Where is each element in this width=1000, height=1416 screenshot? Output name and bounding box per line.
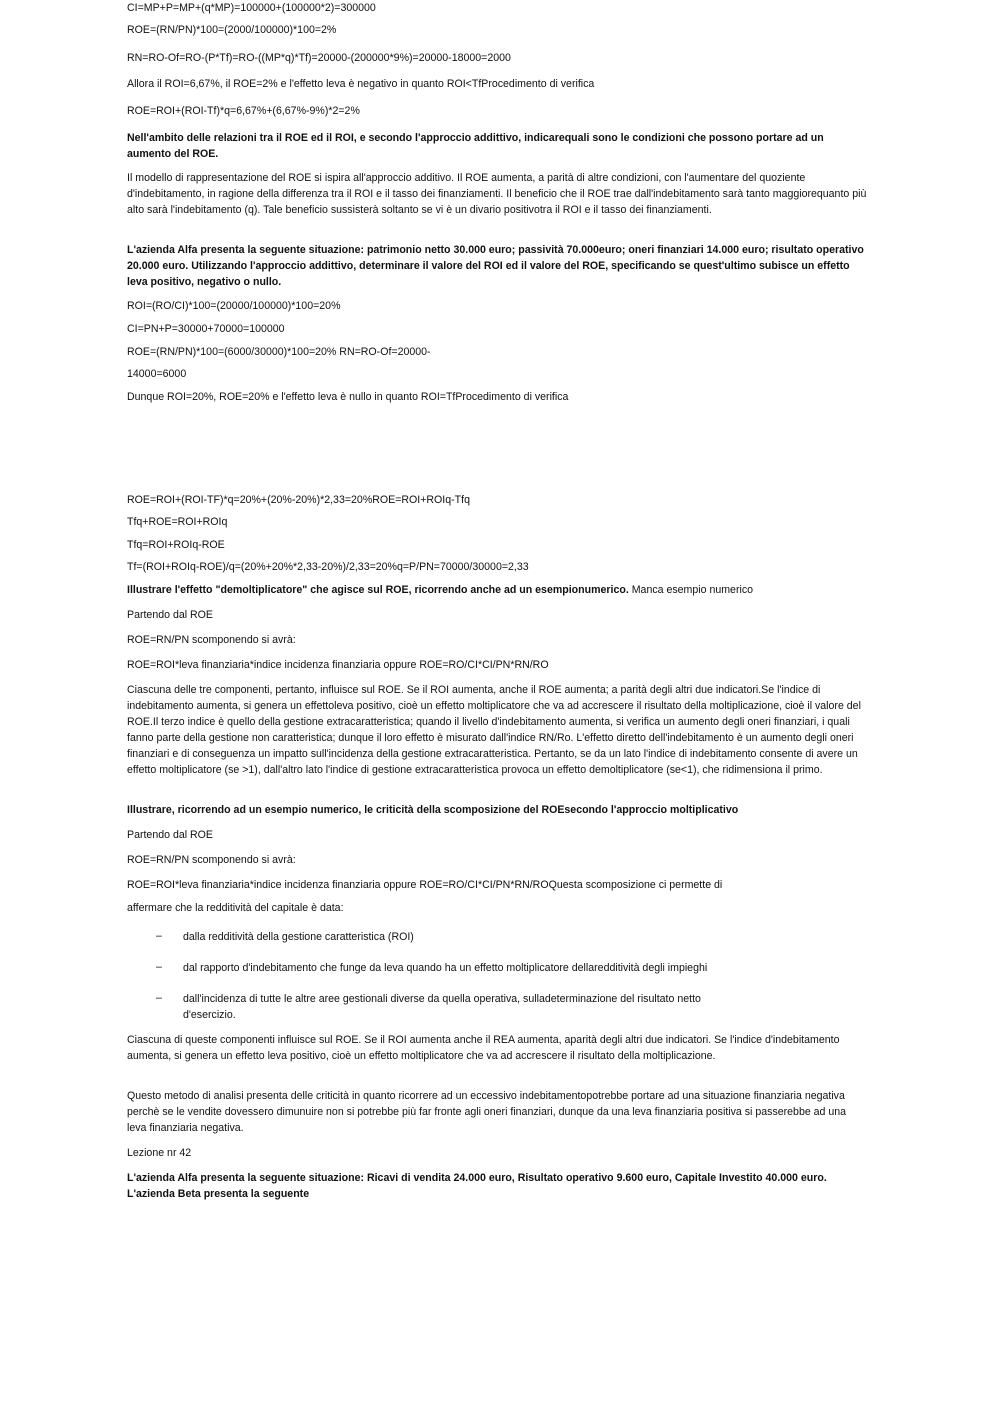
formula-decomposition-2: ROE=ROI*leva finanziaria*indice incidenza finanziaria oppure ROE=RO/CI*CI/PN*RN/ROQuesta scomposizione ci permette di (127, 879, 723, 891)
bullet-dash: – (156, 930, 162, 942)
exercise-heading-2: L'azienda Alfa presenta la seguente situazione: Ricavi di vendita 24.000 euro, Risultato operativo 9.600 euro, Capitale Investito 40.000 euro. L'azienda Beta presenta la seguente (127, 1172, 827, 1200)
formula-rn: RN=RO-Of=RO-(P*Tf)=RO-((MP*q)*Tf)=20000-(200000*9%)=20000-18000=2000 (127, 52, 511, 64)
formula-roi: ROI=(RO/CI)*100=(20000/100000)*100=20% (127, 300, 341, 312)
bullet-dash: – (156, 961, 162, 973)
formula-roe-2: ROE=(RN/PN)*100=(6000/30000)*100=20% RN=RO-Of=20000- (127, 346, 431, 358)
question-text: Illustrare l'effetto "demoltiplicatore" che agisce sul ROE, ricorrendo anche ad un esempionumerico. (127, 584, 629, 596)
formula-line-2: ROE=RN/PN scomponendo si avrà: (127, 854, 296, 866)
formula-tfq: Tfq+ROE=ROI+ROIq (127, 516, 228, 528)
formula-ci: CI=MP+P=MP+(q*MP)=100000+(100000*2)=300000 (127, 2, 376, 14)
formula-tfq-2: Tfq=ROI+ROIq-ROE (127, 539, 225, 551)
bullet-dash: – (156, 992, 162, 1004)
formula-line: ROE=RN/PN scomponendo si avrà: (127, 634, 296, 646)
verification-formula: ROE=ROI+(ROI-Tf)*q=6,67%+(6,67%-9%)*2=2% (127, 105, 360, 117)
answer-paragraph-4: Questo metodo di analisi presenta delle criticità in quanto ricorrere ad un eccessivo indebitamentopotrebbe portare ad una situazione finanziaria negativa perchè se le vendite dovessero dimunuire non si potrebbe più far fronte agli oneri finanziari, dunque da una leva finanziaria positiva si passerebbe ad una leva finanziaria negativa. (127, 1090, 847, 1134)
formula-tf: Tf=(ROI+ROIq-ROE)/q=(20%+20%*2,33-20%)/2,33=20%q=P/PN=70000/30000=2,33 (127, 561, 529, 573)
answer-paragraph-3: Ciascuna di queste componenti influisce sul ROE. Se il ROI aumenta anche il REA aumenta, aparità degli altri due indicatori. Se l'indice d'indebitamento aumenta, si genera un effetto leva positivo, cioè un effetto moltiplicatore che va ad accrescere il risultato della moltiplicazione. (127, 1034, 840, 1062)
question-heading: Nell'ambito delle relazioni tra il ROE ed il ROI, e secondo l'approccio addittivo, indicarequali sono le condizioni che possono portare ad un aumento del ROE. (127, 132, 824, 160)
verification-formula-2: ROE=ROI+(ROI-TF)*q=20%+(20%-20%)*2,33=20%ROE=ROI+ROIq-Tfq (127, 494, 470, 506)
conclusion-paragraph: Allora il ROI=6,67%, il ROE=2% e l'effetto leva è negativo in quanto ROI<TfProcedimento di verifica (127, 78, 595, 90)
formula-decomposition: ROE=ROI*leva finanziaria*indice incidenza finanziaria oppure ROE=RO/CI*CI/PN*RN/RO (127, 659, 549, 671)
intro-line: Partendo dal ROE (127, 609, 213, 621)
list-item: dal rapporto d'indebitamento che funge da leva quando ha un effetto moltiplicatore dellaredditività degli impieghi (183, 962, 708, 974)
list-item: dall'incidenza di tutte le altre aree gestionali diverse da quella operativa, sulladeterminazione del risultato netto d'esercizio. (183, 993, 701, 1021)
note-text: Manca esempio numerico (628, 584, 754, 596)
formula-rn-2: 14000=6000 (127, 368, 187, 380)
question-heading-3: Illustrare, ricorrendo ad un esempio numerico, le criticità della scomposizione del ROEsecondo l'approccio moltiplicativo (127, 804, 739, 816)
answer-paragraph-2: Ciascuna delle tre componenti, pertanto, influisce sul ROE. Se il ROI aumenta, anche il ROE aumenta; a parità degli altri due indicatori.Se l'indice di indebitamento aumenta, si genera un effettoleva positivo, cioè un effetto moltiplicatore che va ad accrescere il risultato della moltiplicazione, cioè il valore del ROE.Il terzo indice è quello della gestione extracaratteristica; quando il livello d'indebitamento aumenta, si verifica un aumento degli oneri finanziari, i quali fanno parte della gestione non caratteristica; dunque il loro effetto è misurato dall'indice RN/Ro. L'effetto diretto dell'indebitamento è un aumento degli oneri finanziari e di conseguenza un impatto sull'incidenza della gestione extracaratteristica. Pertanto, se da un lato l'indice di indebitamento consente di avere un effetto moltiplicatore (se >1), dall'altro lato l'indice di gestione extracaratteristica provoca un effetto demoltiplicatore (se<1), che ridimensiona il primo. (127, 684, 861, 776)
list-item: dalla redditività della gestione caratteristica (ROI) (183, 931, 414, 943)
intro-line-2: Partendo dal ROE (127, 829, 213, 841)
continuation-line: affermare che la redditività del capitale è data: (127, 902, 344, 914)
lesson-label: Lezione nr 42 (127, 1147, 192, 1159)
conclusion-paragraph-2: Dunque ROI=20%, ROE=20% e l'effetto leva è nullo in quanto ROI=TfProcedimento di verifica (127, 391, 569, 403)
formula-ci-2: CI=PN+P=30000+70000=100000 (127, 323, 285, 335)
answer-paragraph: Il modello di rappresentazione del ROE si ispira all'approccio additivo. Il ROE aumenta, a parità di altre condizioni, con l'aumentare del quoziente d'indebitamento, in ragione della differenza tra il ROI e il tasso dei finanziamenti. Il beneficio che il ROE trae dall'indebitamento sarà tanto maggiorequanto più alto sarà l'indebitamento (q). Tale beneficio sussisterà soltanto se vi è un divario positivotra il ROI e il tasso dei finanziamenti. (127, 172, 867, 216)
formula-roe: ROE=(RN/PN)*100=(2000/100000)*100=2% (127, 24, 337, 36)
question-heading-2 (127, 582, 867, 598)
exercise-heading: L'azienda Alfa presenta la seguente situazione: patrimonio netto 30.000 euro; passività 70.000euro; oneri finanziari 14.000 euro; risultato operativo 20.000 euro. Utilizzando l'approccio addittivo, determinare il valore del ROI ed il valore del ROE, specificando se quest'ultimo subisce un effetto leva positivo, negativo o nullo. (127, 244, 864, 288)
